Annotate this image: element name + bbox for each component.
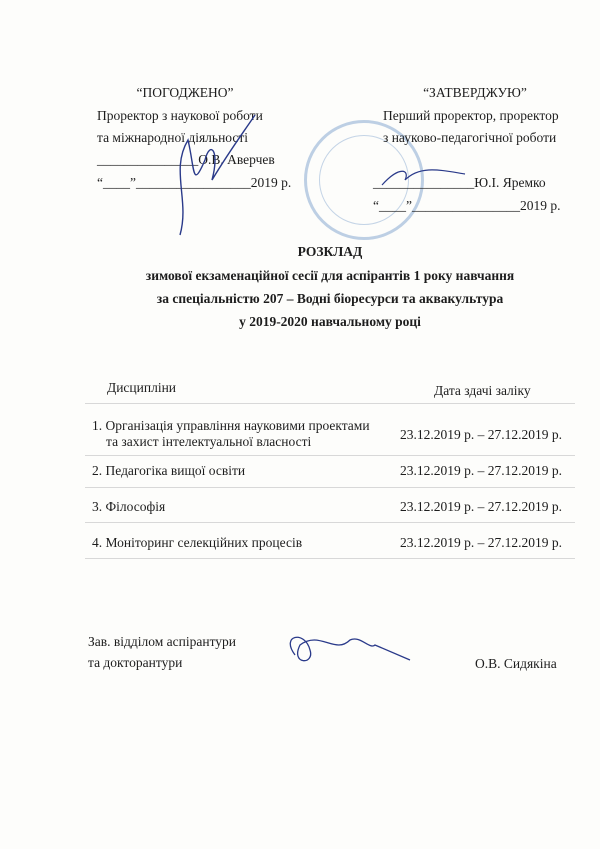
approval-left-line2: та міжнародної діяльності [97, 130, 249, 145]
approval-right-line1: Перший проректор, проректор [383, 108, 559, 123]
date-range: 23.12.2019 р. – 27.12.2019 р. [400, 499, 562, 514]
date-range: 23.12.2019 р. – 27.12.2019 р. [400, 535, 562, 550]
approval-left-date: “____”_________________2019 р. [97, 175, 292, 190]
signature-left [150, 110, 260, 240]
divider [85, 487, 575, 488]
title-line3: у 2019-2020 навчальному році [239, 314, 421, 329]
footer-position1: Зав. відділом аспірантури [88, 634, 237, 649]
footer-name: О.В. Сидякіна [475, 656, 557, 671]
discipline: 4. Моніторинг селекційних процесів [92, 535, 303, 550]
divider [85, 455, 575, 456]
discipline: 1. Організація управління науковими проектами [92, 418, 370, 433]
discipline-cont: та захист інтелектуальної власності [106, 434, 312, 449]
divider [85, 403, 575, 404]
footer-position2: та докторантури [88, 655, 183, 670]
header-disciplines: Дисципліни [107, 380, 177, 395]
title-line1: зимової екзаменаційної сесії для аспірантів 1 року навчання [145, 268, 515, 283]
signature-footer [275, 625, 415, 670]
date-range: 23.12.2019 р. – 27.12.2019 р. [400, 463, 562, 478]
discipline: 3. Філософія [92, 499, 166, 514]
divider [85, 522, 575, 523]
approval-left-heading: “ПОГОДЖЕНО” [136, 85, 234, 100]
approval-right-signer: _______________Ю.І. Яремко [373, 175, 546, 190]
title-main: РОЗКЛАД [297, 244, 363, 259]
approval-right-heading: “ЗАТВЕРДЖУЮ” [423, 85, 527, 100]
divider [85, 558, 575, 559]
title-line2: за спеціальністю 207 – Водні біоресурси та аквакультура [156, 291, 504, 306]
header-date: Дата здачі заліку [434, 383, 531, 398]
approval-right-date: “____”________________2019 р. [373, 198, 561, 213]
approval-left-line1: Проректор з наукової роботи [97, 108, 263, 123]
date-range: 23.12.2019 р. – 27.12.2019 р. [400, 427, 562, 442]
approval-left-signer: _______________О.В. Аверчев [97, 152, 275, 167]
discipline: 2. Педагогіка вищої освіти [92, 463, 246, 478]
approval-right-line2: з науково-педагогічної роботи [383, 130, 557, 145]
